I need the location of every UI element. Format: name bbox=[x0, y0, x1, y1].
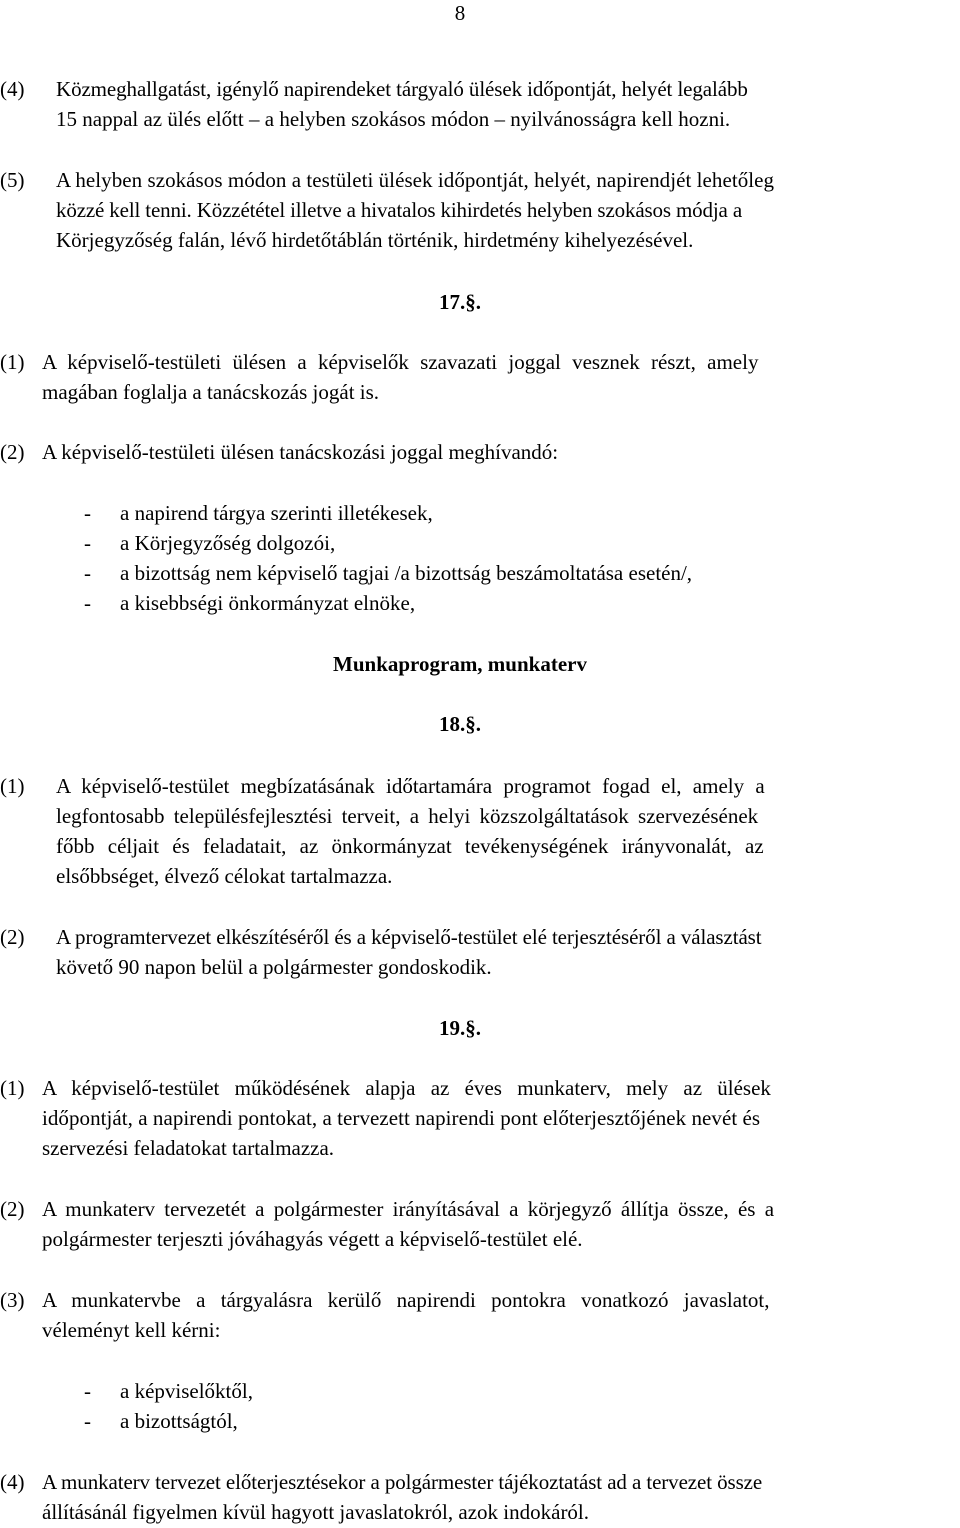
text-line: időpontját, a napirendi pontokat, a tervezett napirendi pont előterjesztőjének nevét és bbox=[42, 1106, 761, 1130]
list-bullet: - bbox=[84, 1409, 91, 1433]
paragraph-body bbox=[56, 74, 956, 134]
paragraph-number: (1) bbox=[0, 1076, 25, 1100]
text-line: polgármester terjeszti jóváhagyás végett a képviselő-testület elé. bbox=[42, 1227, 583, 1251]
text-line: A képviselő-testület megbízatásának időtartamára programot fogad el, amely a bbox=[56, 774, 765, 798]
text-line: elsőbbséget, élvező célokat tartalmazza. bbox=[56, 864, 393, 888]
section-heading-19: 19.§. bbox=[439, 1016, 481, 1040]
text-line: Körjegyzőség falán, lévő hirdetőtáblán történik, hirdetmény kihelyezésével. bbox=[56, 228, 694, 252]
text-line: főbb céljait és feladatait, az önkormányzat tevékenységének irányvonalát, az bbox=[56, 834, 764, 858]
text-line: magában foglalja a tanácskozás jogát is. bbox=[42, 380, 380, 404]
text-line: A programtervezet elkészítéséről és a képviselő-testület elé terjesztéséről a választást bbox=[56, 925, 762, 949]
text-line: állításánál figyelmen kívül hagyott javaslatokról, azok indokáról. bbox=[42, 1500, 590, 1524]
paragraph-number: (1) bbox=[0, 350, 25, 374]
paragraph-body bbox=[42, 1467, 956, 1527]
list-bullet: - bbox=[84, 591, 91, 615]
section-heading-18: 18.§. bbox=[439, 712, 481, 736]
list-item: a bizottságtól, bbox=[120, 1409, 238, 1433]
paragraph-number: (2) bbox=[0, 440, 25, 464]
list-bullet: - bbox=[84, 501, 91, 525]
paragraph-number: (2) bbox=[0, 925, 25, 949]
paragraph-number: (3) bbox=[0, 1288, 25, 1312]
paragraph-number: (1) bbox=[0, 774, 25, 798]
page-number: 8 bbox=[454, 1, 466, 25]
paragraph-number: (4) bbox=[0, 77, 25, 101]
text-line: A munkaterv tervezet előterjesztésekor a polgármester tájékoztatást ad a tervezet össze bbox=[42, 1470, 763, 1494]
section-title: Munkaprogram, munkaterv bbox=[333, 652, 587, 676]
paragraph-body bbox=[42, 1073, 956, 1163]
text-line: legfontosabb településfejlesztési terveit, a helyi közszolgáltatások szervezésének bbox=[56, 804, 759, 828]
text-line: A munkatervbe a tárgyalásra kerülő napirendi pontokra vonatkozó javaslatot, bbox=[42, 1288, 770, 1312]
list-bullet: - bbox=[84, 561, 91, 585]
paragraph-number: (4) bbox=[0, 1470, 25, 1494]
paragraph-body bbox=[56, 165, 956, 255]
paragraph-body bbox=[42, 1285, 956, 1345]
list-bullet: - bbox=[84, 1379, 91, 1403]
paragraph-number: (5) bbox=[0, 168, 25, 192]
list-item: a bizottság nem képviselő tagjai /a bizottság beszámoltatása esetén/, bbox=[120, 561, 693, 585]
paragraph-body: A képviselő-testületi ülésen tanácskozási joggal meghívandó: bbox=[42, 440, 559, 464]
list-item: a képviselőktől, bbox=[120, 1379, 253, 1403]
text-line: A helyben szokásos módon a testületi ülések időpontját, helyét, napirendjét lehetőleg bbox=[56, 168, 775, 192]
paragraph-body bbox=[56, 771, 956, 891]
paragraph-body bbox=[56, 922, 956, 982]
text-line: véleményt kell kérni: bbox=[42, 1318, 221, 1342]
text-line: A képviselő-testület működésének alapja az éves munkaterv, mely az ülések bbox=[42, 1076, 771, 1100]
text-line: Közmeghallgatást, igénylő napirendeket tárgyaló ülések időpontját, helyét legalább bbox=[56, 77, 748, 101]
paragraph-number: (2) bbox=[0, 1197, 25, 1221]
text-line: A képviselő-testületi ülésen a képviselők szavazati joggal vesznek részt, amely bbox=[42, 350, 759, 374]
text-line: közzé kell tenni. Közzététel illetve a hivatalos kihirdetés helyben szokásos módja a bbox=[56, 198, 742, 222]
list-item: a kisebbségi önkormányzat elnöke, bbox=[120, 591, 416, 615]
text-line: 15 nappal az ülés előtt – a helyben szokásos módon – nyilvánosságra kell hozni. bbox=[56, 107, 731, 131]
paragraph-body bbox=[42, 1194, 956, 1254]
section-heading-17: 17.§. bbox=[439, 290, 481, 314]
list-item: a napirend tárgya szerinti illetékesek, bbox=[120, 501, 433, 525]
list-bullet: - bbox=[84, 531, 91, 555]
text-line: A munkaterv tervezetét a polgármester irányításával a körjegyző állítja össze, és a bbox=[42, 1197, 775, 1221]
text-line: szervezési feladatokat tartalmazza. bbox=[42, 1136, 335, 1160]
paragraph-body bbox=[42, 347, 956, 407]
list-item: a Körjegyzőség dolgozói, bbox=[120, 531, 336, 555]
text-line: követő 90 napon belül a polgármester gondoskodik. bbox=[56, 955, 492, 979]
